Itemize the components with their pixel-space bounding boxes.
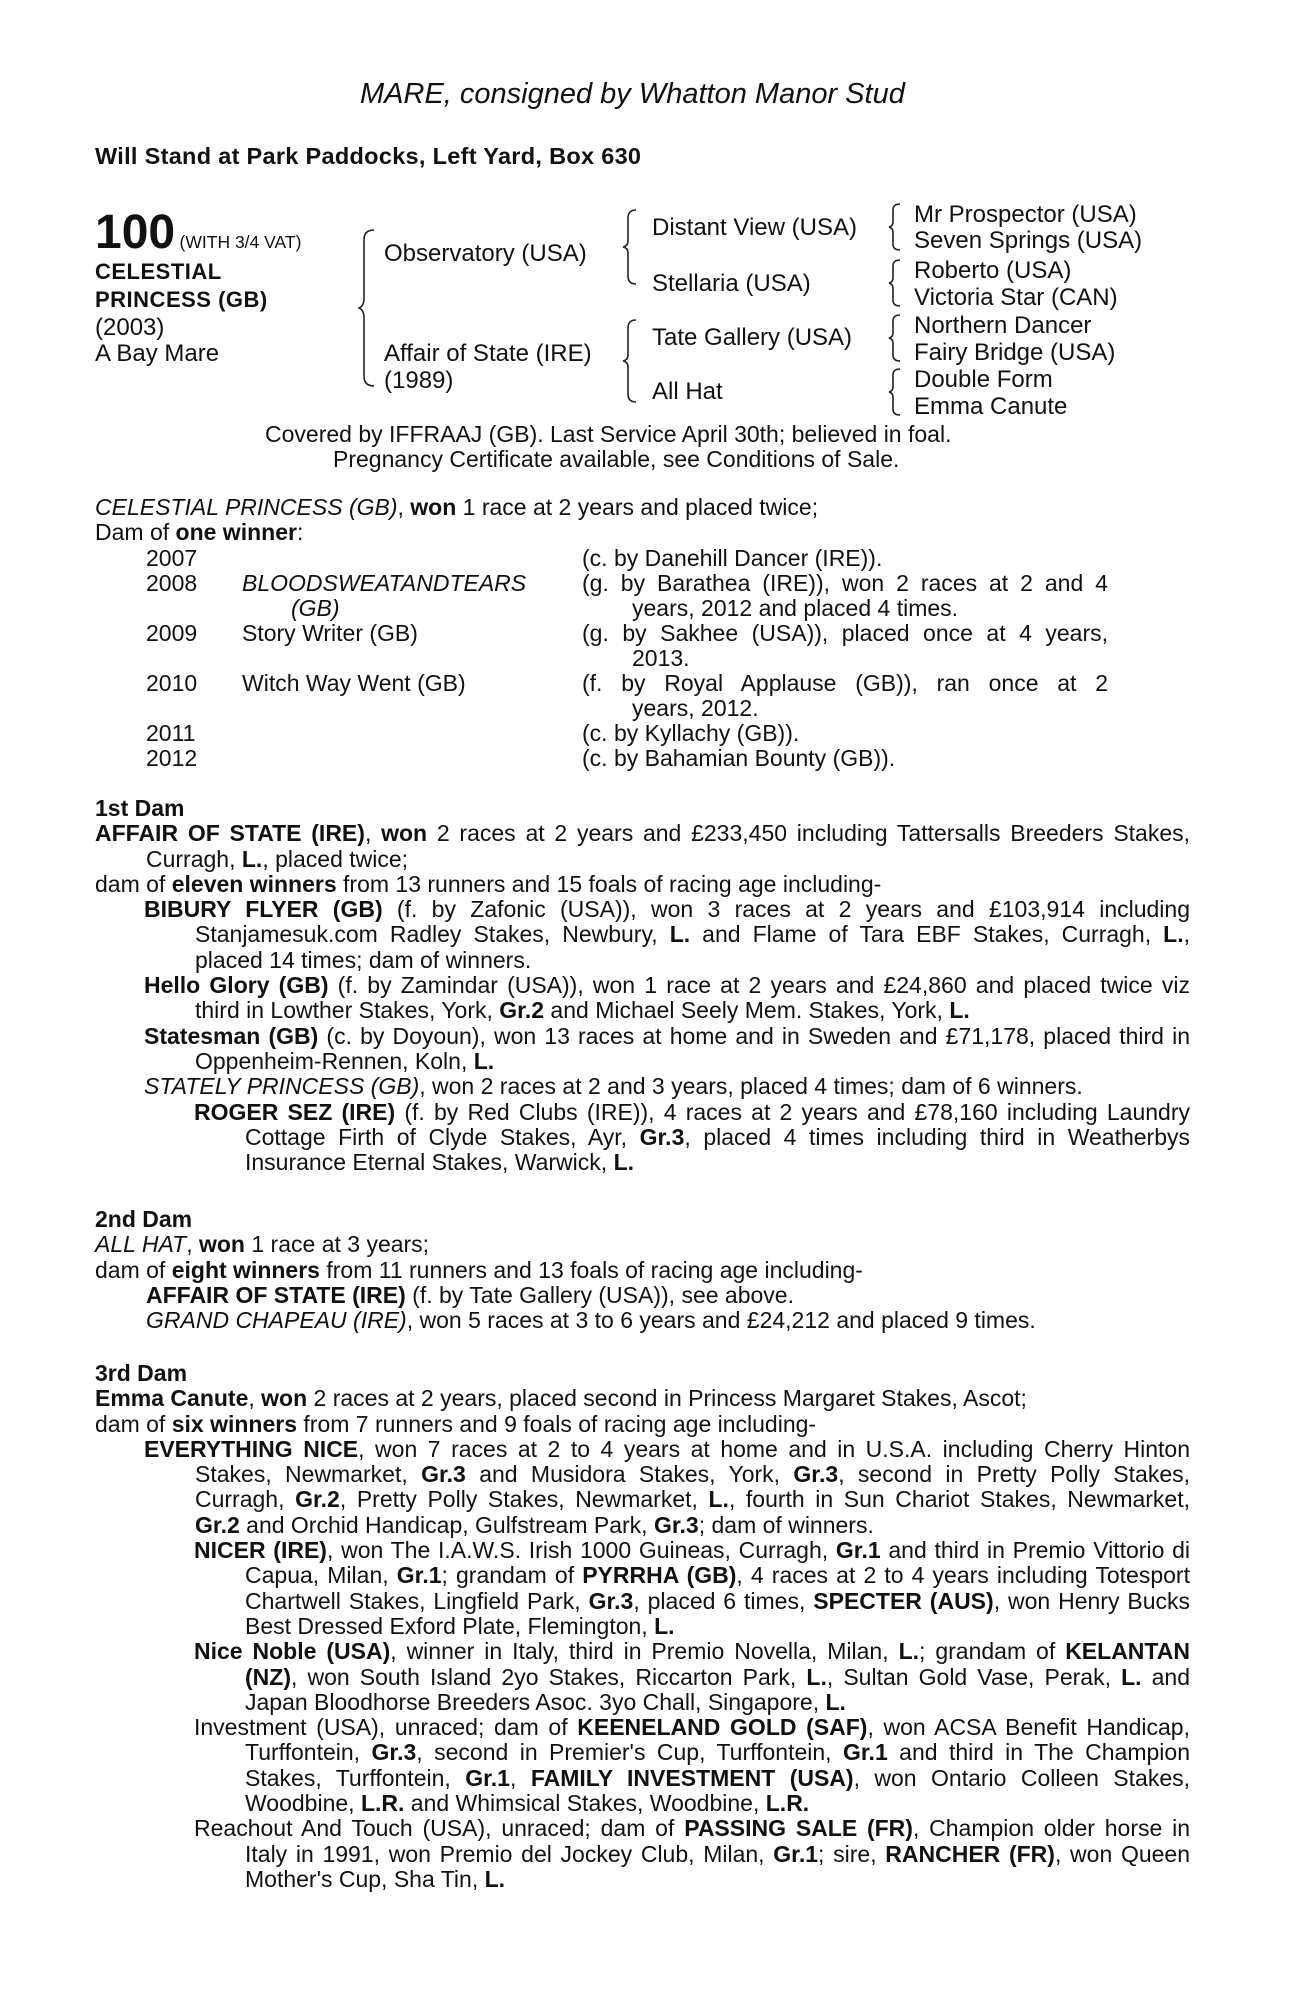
produce-details: (g. by Barathea (IRE)), won 2 races at 2 and 4 (582, 570, 1108, 596)
dam-entry: Emma Canute, won 2 races at 2 years, placed second in Princess Margaret Stakes, Ascot; (95, 1385, 1027, 1412)
produce-details: (g. by Sakhee (USA)), placed once at 4 years, (582, 620, 1108, 646)
pedigree-sire: Observatory (USA) (384, 240, 587, 267)
produce-details: (c. by Bahamian Bounty (GB)). (582, 745, 896, 771)
winners-count: one winner (175, 519, 297, 546)
vat-note: (WITH 3/4 VAT) (179, 232, 302, 252)
won-label: won (381, 820, 428, 847)
offspring-name: NICER (IRE) (194, 1537, 327, 1564)
offspring-name: Hello Glory (GB) (144, 972, 329, 999)
pedigree-gen3-3: Roberto (USA) (914, 257, 1072, 284)
offspring-name: AFFAIR OF STATE (IRE) (146, 1281, 406, 1308)
pedigree-gen2-3: Tate Gallery (USA) (652, 324, 853, 351)
dam-name: AFFAIR OF STATE (IRE) (95, 820, 365, 847)
produce-name: BLOODSWEATANDTEARS (242, 570, 527, 596)
pedigree-gen3-7: Double Form (914, 366, 1053, 393)
pedigree-gen3-2: Seven Springs (USA) (914, 227, 1143, 254)
produce-year: 2012 (146, 745, 198, 771)
grand-offspring-entry: Investment (USA), unraced; dam of KEENELAND GOLD (SAF), won ACSA Benefit Handicap, Turffontein, Gr.3, second in Premier's Cup, Turffontein, Gr.1 and third in The Champion Stakes, Turffontein, Gr.1, FAMILY INVESTMENT (USA), won Ontario Colleen Stakes, Woodbine, L.R. and Whimsical Stakes, Woodbine, L.R. (194, 1714, 1191, 1817)
pedigree-dam: Affair of State (IRE) (384, 340, 592, 367)
produce-details: (c. by Danehill Dancer (IRE)). (582, 545, 883, 571)
pedigree-brace-dam (622, 318, 640, 404)
offspring-name: Statesman (GB) (144, 1022, 319, 1049)
first-dam-section (95, 796, 1190, 1175)
dam-entry: AFFAIR OF STATE (IRE), won 2 races at 2 years and £233,450 including Tattersalls Breeders Stakes, Curragh, L., placed twice; (95, 820, 1191, 872)
offspring-entry: EVERYTHING NICE, won 7 races at 2 to 4 years at home and in U.S.A. including Cherry Hinton Stakes, Newmarket, Gr.3 and Musidora Stakes, York, Gr.3, second in Pretty Polly Stakes, Curragh, Gr.2, Pretty Polly Stakes, Newmarket, L., fourth in Sun Chariot Stakes, Newmarket, Gr.2 and Orchid Handicap, Gulfstream Park, Gr.3; dam of winners. (144, 1435, 1191, 1538)
horse-year: (2003) (95, 314, 165, 341)
section-heading: 1st Dam (95, 795, 185, 821)
offspring-name: EVERYTHING NICE (144, 1435, 359, 1462)
dam-text: , placed twice; (262, 845, 409, 872)
produce-name: Witch Way Went (GB) (242, 670, 466, 696)
horse-name-line1: CELESTIAL (95, 259, 222, 284)
grand-offspring-entry: Reachout And Touch (USA), unraced; dam of PASSING SALE (FR), Champion older horse in Italy in 1991, won Premio del Jockey Club, Milan, Gr.1; sire, RANCHER (FR), won Queen Mother's Cup, Sha Tin, L. (194, 1815, 1191, 1892)
produce-details-cont: years, 2012. (632, 695, 759, 721)
covered-line2: Pregnancy Certificate available, see Conditions of Sale. (333, 446, 900, 472)
section-heading: 3rd Dam (95, 1360, 188, 1386)
produce-year: 2009 (146, 620, 198, 646)
pedigree-brace-sire (622, 208, 640, 286)
pedigree-gen3-6: Fairy Bridge (USA) (914, 339, 1116, 366)
produce-details: (f. by Royal Applause (GB)), ran once at 2 (582, 670, 1108, 696)
dam-name: ALL HAT (95, 1231, 187, 1258)
dam-of-line: dam of eleven winners from 13 runners and 15 foals of racing age including- (95, 870, 882, 897)
horse-name-line2: PRINCESS (GB) (95, 287, 268, 312)
pedigree-gen3-8: Emma Canute (914, 393, 1068, 420)
pedigree-gen2-1: Distant View (USA) (652, 214, 857, 241)
dam-of-line: dam of six winners from 7 runners and 9 foals of racing age including- (95, 1410, 817, 1437)
produce-name-cont: (GB) (291, 595, 340, 621)
winners-count: eight winners (171, 1256, 320, 1283)
pedigree-gen2-2: Stellaria (USA) (652, 270, 811, 297)
pedigree-brace-g3a (888, 202, 904, 252)
mare-name: CELESTIAL PRINCESS (GB) (95, 494, 398, 520)
pedigree-gen3-1: Mr Prospector (USA) (914, 201, 1137, 228)
pedigree-brace-g3c (888, 313, 904, 363)
third-dam-section (95, 1361, 1190, 1892)
summary-text: 1 race at 2 years and placed twice; (456, 494, 819, 520)
produce-name: Story Writer (GB) (242, 620, 418, 646)
won-label: won (410, 494, 457, 520)
offspring-name: BIBURY FLYER (GB) (144, 896, 383, 923)
produce-details-cont: years, 2012 and placed 4 times. (632, 595, 959, 621)
dam-of-label: Dam of (95, 519, 176, 546)
mare-summary: CELESTIAL PRINCESS (GB), won 1 race at 2 years and placed twice; Dam of one winner: (95, 494, 819, 546)
offspring-entry: GRAND CHAPEAU (IRE), won 5 races at 3 to 6 years and £24,212 and placed 9 times. (146, 1307, 1036, 1334)
produce-details: (c. by Kyllachy (GB)). (582, 720, 800, 746)
offspring-entry: Hello Glory (GB) (f. by Zamindar (USA)), won 1 race at 2 years and £24,860 and placed twice viz third in Lowther Stakes, York, Gr.2 and Michael Seely Mem. Stakes, York, L. (144, 972, 1190, 1024)
winners-count: six winners (171, 1410, 297, 1437)
offspring-entry: AFFAIR OF STATE (IRE) (f. by Tate Gallery (USA)), see above. (146, 1281, 794, 1308)
dam-entry: ALL HAT, won 1 race at 3 years; (95, 1231, 430, 1258)
produce-year: 2007 (146, 545, 198, 571)
grand-offspring-entry: ROGER SEZ (IRE) (f. by Red Clubs (IRE)), 4 races at 2 years and £78,160 including Laundry Cottage Firth of Clyde Stakes, Ayr, Gr.3, placed 4 times including third in Weatherbys Insurance Eternal Stakes, Warwick, L. (194, 1098, 1190, 1176)
offspring-entry: BIBURY FLYER (GB) (f. by Zafonic (USA)), won 3 races at 2 years and £103,914 including Stanjamesuk.com Radley Stakes, Newbury, L. and Flame of Tara EBF Stakes, Curragh, L., placed 14 times; dam of winners. (144, 896, 1191, 973)
offspring-name: Nice Noble (USA) (194, 1638, 391, 1665)
covered-line1: Covered by IFFRAAJ (GB). Last Service April 30th; believed in foal. (265, 421, 952, 447)
summary-colon: : (296, 519, 304, 546)
offspring-entry: STATELY PRINCESS (GB), won 2 races at 2 and 3 years, placed 4 times; dam of 6 winners. (144, 1073, 1083, 1100)
horse-description: A Bay Mare (95, 340, 220, 367)
grand-offspring-entry: Nice Noble (USA), winner in Italy, third in Premio Novella, Milan, L.; grandam of KELANTAN (NZ), won South Island 2yo Stakes, Riccarton Park, L., Sultan Gold Vase, Perak, L. and Japan Bloodhorse Breeders Asoc. 3yo Chall, Singapore, L. (194, 1638, 1190, 1715)
pedigree-brace-g3b (888, 258, 904, 308)
dam-name: Emma Canute (95, 1385, 249, 1412)
page-heading: MARE, consigned by Whatton Manor Stud (360, 78, 905, 110)
dam-of-line: dam of eight winners from 11 runners and 13 foals of racing age including- (95, 1256, 863, 1283)
offspring-entry: Statesman (GB) (c. by Doyoun), won 13 races at home and in Sweden and £71,178, placed third in Oppenheim-Rennen, Koln, L. (144, 1022, 1190, 1074)
lot-block (95, 205, 301, 260)
pedigree-gen3-5: Northern Dancer (914, 312, 1092, 339)
produce-year: 2010 (146, 670, 198, 696)
second-dam-section (95, 1207, 1190, 1333)
produce-year: 2008 (146, 570, 198, 596)
pedigree-dam-year: (1989) (384, 367, 454, 394)
pedigree-gen2-4: All Hat (652, 378, 723, 405)
pedigree-brace-gen1 (358, 228, 378, 388)
offspring-name: GRAND CHAPEAU (IRE) (146, 1307, 407, 1334)
section-heading: 2nd Dam (95, 1206, 193, 1232)
produce-details-cont: 2013. (632, 645, 690, 671)
lot-number: 100 (95, 206, 176, 259)
grand-offspring-entry: NICER (IRE), won The I.A.W.S. Irish 1000 Guineas, Curragh, Gr.1 and third in Premio Vittorio di Capua, Milan, Gr.1; grandam of PYRRHA (GB), 4 races at 2 to 4 years including Totesport Chartwell Stakes, Lingfield Park, Gr.3, placed 6 times, SPECTER (AUS), won Henry Bucks Best Dressed Exford Plate, Flemington, L. (194, 1537, 1191, 1639)
pedigree-brace-g3d (888, 367, 904, 417)
stand-location: Will Stand at Park Paddocks, Left Yard, Box 630 (95, 143, 642, 169)
listed-label: L. (241, 845, 263, 872)
produce-year: 2011 (146, 720, 196, 746)
winners-count: eleven winners (171, 870, 337, 897)
pedigree-gen3-4: Victoria Star (CAN) (914, 284, 1118, 311)
offspring-name: ROGER SEZ (IRE) (194, 1098, 396, 1125)
offspring-name: STATELY PRINCESS (GB) (144, 1073, 420, 1100)
dam-text: 2 races at 2 years and £233,450 including Tattersalls Breeders Stakes, Curragh, (146, 820, 1191, 872)
